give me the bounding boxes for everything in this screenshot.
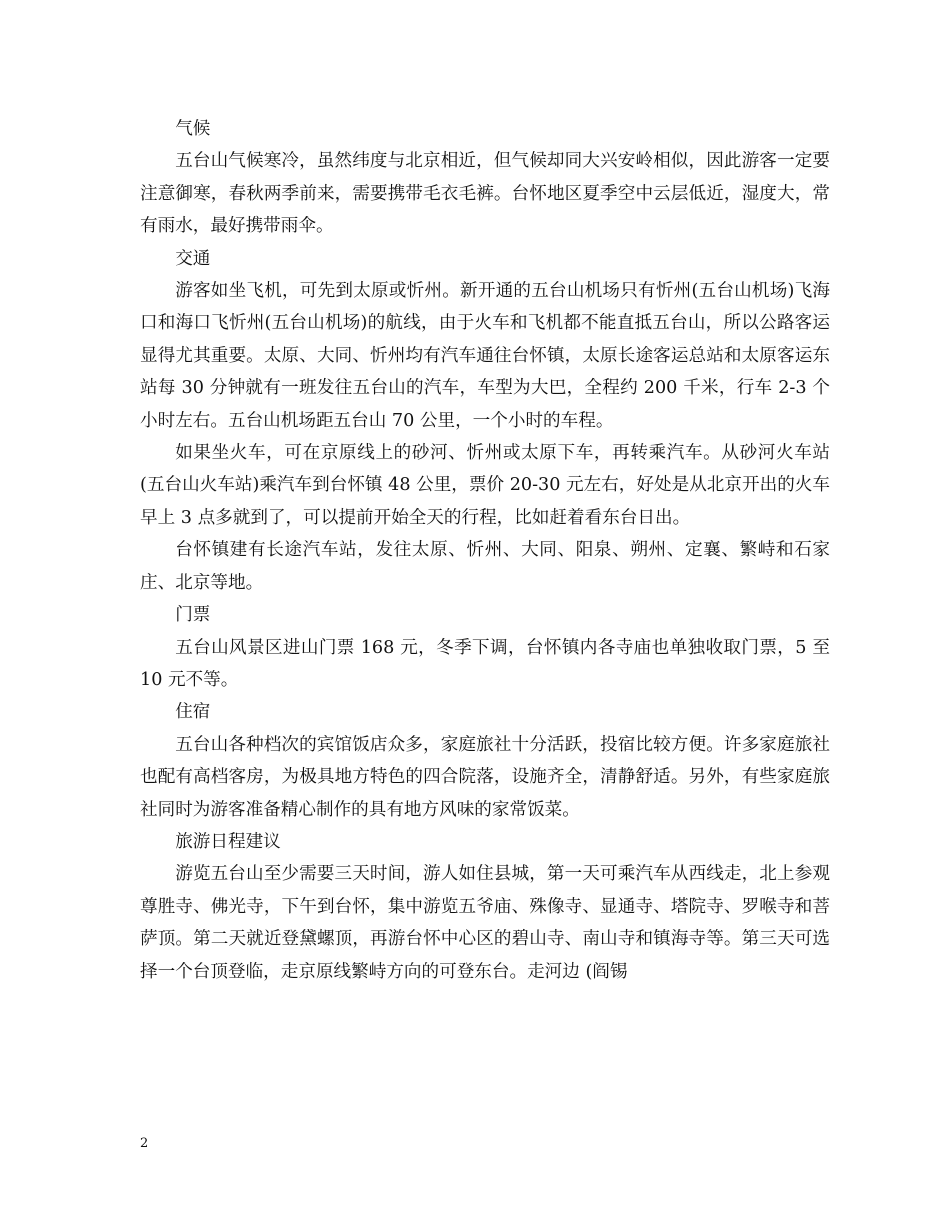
paragraph-lodging: 五台山各种档次的宾馆饭店众多，家庭旅社十分活跃，投宿比较方便。许多家庭旅社也配有高档客房，为极具地方特色的四合院落，设施齐全，清静舒适。另外，有些家庭旅社同时为游客准备精心制作的具有地方风味的家常饭菜。 — [140, 734, 830, 820]
document-body — [140, 113, 830, 988]
section-heading-tickets: 门票 — [175, 605, 211, 626]
page-number: 2 — [140, 1136, 149, 1151]
paragraph-climate: 五台山气候寒冷，虽然纬度与北京相近，但气候却同大兴安岭相似，因此游客一定要注意御寒，春秋两季前来，需要携带毛衣毛裤。台怀地区夏季空中云层低近，湿度大，常有雨水，最好携带雨伞。 — [140, 151, 830, 237]
section-heading-climate: 气候 — [175, 119, 211, 139]
section-heading-transport: 交通 — [175, 248, 211, 269]
section-heading-itinerary: 旅游日程建议 — [175, 831, 281, 852]
paragraph-transport-air-bus: 游客如坐飞机，可先到太原或忻州。新开通的五台山机场只有忻州(五台山机场)飞海口和海口飞忻州(五台山机场)的航线，由于火车和飞机都不能直抵五台山，所以公路客运显得尤其重要。太原、大同、忻州均有汽车通往台怀镇，太原长途客运总站和太原客运东站每 30 分钟就有一班发往五台山的汽车，车型为大巴，全程约 200 千米，行车 2-3 个小时左右。五台山机场距五台山 70 公里，一个小时的车程。 — [140, 281, 830, 431]
paragraph-itinerary: 游览五台山至少需要三天时间，游人如住县城，第一天可乘汽车从西线走，北上参观尊胜寺、佛光寺，下午到台怀，集中游览五爷庙、殊像寺、显通寺、塔院寺、罗喉寺和菩萨顶。第二天就近登黛螺顶，再游台怀中心区的碧山寺、南山寺和镇海寺等。第三天可选择一个台顶登临，走京原线繁峙方向的可登东台。走河边 (阎锡 — [140, 864, 830, 982]
paragraph-tickets: 五台山风景区进山门票 168 元，冬季下调，台怀镇内各寺庙也单独收取门票，5 至 10 元不等。 — [140, 637, 830, 690]
section-heading-lodging: 住宿 — [175, 702, 211, 723]
paragraph-transport-bus-station: 台怀镇建有长途汽车站，发往太原、忻州、大同、阳泉、朔州、定襄、繁峙和石家庄、北京等地。 — [140, 540, 830, 593]
paragraph-transport-train: 如果坐火车，可在京原线上的砂河、忻州或太原下车，再转乘汽车。从砂河火车站(五台山火车站)乘汽车到台怀镇 48 公里，票价 20-30 元左右，好处是从北京开出的火车早上 3 点多就到了，可以提前开始全天的行程，比如赶着看东台日出。 — [140, 443, 830, 528]
